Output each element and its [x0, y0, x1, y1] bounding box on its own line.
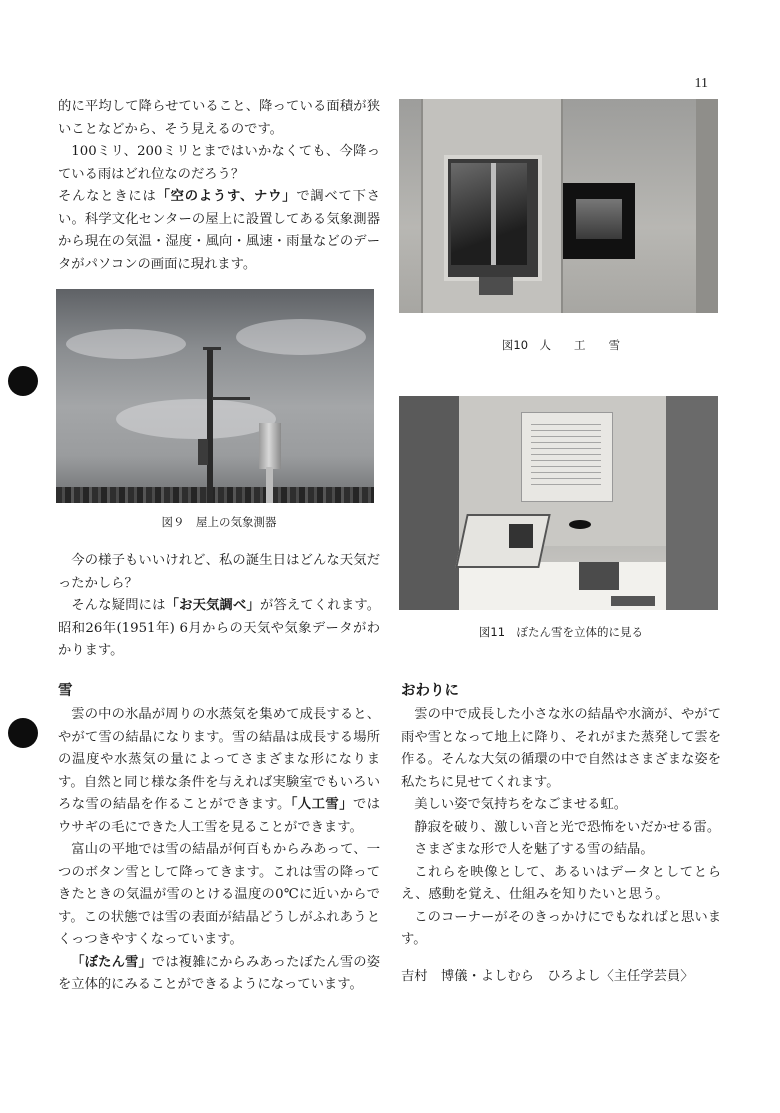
figure9-rooftop-photo [56, 289, 374, 503]
figure11-caption: 図11 ぼたん雪を立体的に見る [478, 625, 644, 639]
closing-paragraph-4: さまざまな形で人を魅了する雪の結晶。 [414, 842, 654, 857]
tenki-highlight: 「お天気調べ」 [165, 598, 260, 613]
sora-paragraph [58, 186, 380, 276]
snow-heading: 雪 [58, 683, 73, 699]
figure9-caption: 図９ 屋上の気象測器 [161, 515, 277, 529]
closing-heading: おわりに [401, 683, 459, 699]
closing-paragraph-6: このコーナーがそのきっかけにでもなればと思います。 [401, 909, 721, 947]
figure10-caption-block [401, 337, 721, 353]
figure10-caption: 図10 人 工 雪 [501, 338, 621, 352]
figure10-artificial-snow-photo [399, 99, 718, 313]
left-intro-text [58, 96, 380, 276]
snow-p1-after: ではウサギの毛にできた人工雪を見ることができます。 [58, 797, 381, 835]
intro-paragraph-1: 的に平均して降らせていること、降っている面積が狭いことなどから、そう見えるのです。 [58, 99, 380, 137]
closing-section [401, 680, 721, 988]
sora-before: そんなときには [58, 189, 157, 204]
tenki-paragraph [58, 595, 380, 663]
closing-paragraph-5: これらを映像として、あるいはデータとしてとらえ、感動を覚え、仕組みを知りたいと思う。 [401, 864, 721, 902]
binder-hole-top [8, 366, 38, 396]
snow-p1-highlight: 「人工雪」 [290, 797, 353, 812]
intro-paragraph-2: 100ミリ、200ミリとまではいかなくても、今降っている雨はどれ位なのだろう？ [58, 144, 380, 182]
closing-paragraph-1: 雲の中で成長した小さな氷の結晶や水滴が、やがて雨や雪となって地上に降り、それがまた蒸発して雲を作る。そんな大気の循環の中で自然はさまざまな姿を私たちに見せてくれます。 [401, 707, 721, 790]
figure11-caption-block [401, 624, 721, 640]
snow-paragraph-1 [58, 704, 380, 839]
closing-paragraph-3: 静寂を破り、激しい音と光で恐怖をいだかせる雷。 [414, 819, 721, 835]
snow-p3-highlight: 「ぼたん雪」 [71, 954, 152, 970]
snow-paragraph-3 [58, 952, 380, 997]
sora-highlight: 「空のようす、ナウ」 [156, 189, 297, 204]
tenki-before: そんな疑問には [71, 598, 166, 613]
sora-after: で調べて下さい。科学文化センターの屋上に設置してある気象測器から現在の気温・湿度・風向・風速・雨量などのデータがパソコンの画面に現れます。 [58, 189, 381, 272]
closing-paragraph-2: 美しい姿で気持ちをなごませる虹。 [414, 797, 628, 812]
snow-paragraph-2: 富山の平地では雪の結晶が何百もからみあって、一つのボタン雪として降ってきます。これは雪の降ってきたときの気温が雪のとける温度の0℃に近いからです。この状態では雪の表面が結晶どうしがふれあうとくっつきやすくなっています。 [58, 842, 380, 947]
left-mid-text [58, 550, 380, 663]
figure9-caption-block [58, 514, 380, 530]
tenki-after: が答えてくれます。昭和26年(1951年) 6月からの天気や気象データがわかります。 [58, 598, 381, 658]
page-number: 11 [694, 76, 708, 91]
snow-p1-text: 雲の中の氷晶が周りの水蒸気を集めて成長すると、やがて雪の結晶になります。雪の結晶は成長する場所の温度や水蒸気の量によってさまざまな形になります。自然と同じ様な条件を与えれば実験室でもいろいろな雪の結晶を作ることができます。 [58, 707, 380, 812]
birthday-paragraph: 今の様子もいいけれど、私の誕生日はどんな天気だったかしら？ [58, 553, 380, 591]
binder-hole-bottom [8, 718, 38, 748]
snow-p3-after: では複雑にからみあったぼたん雪の姿を立体的にみることができるようになっています。 [58, 954, 381, 992]
figure11-botan-snow-photo [399, 396, 718, 610]
author-line: 吉村 博儀・よしむら ひろよし〈主任学芸員〉 [401, 968, 694, 984]
snow-section [58, 680, 380, 997]
